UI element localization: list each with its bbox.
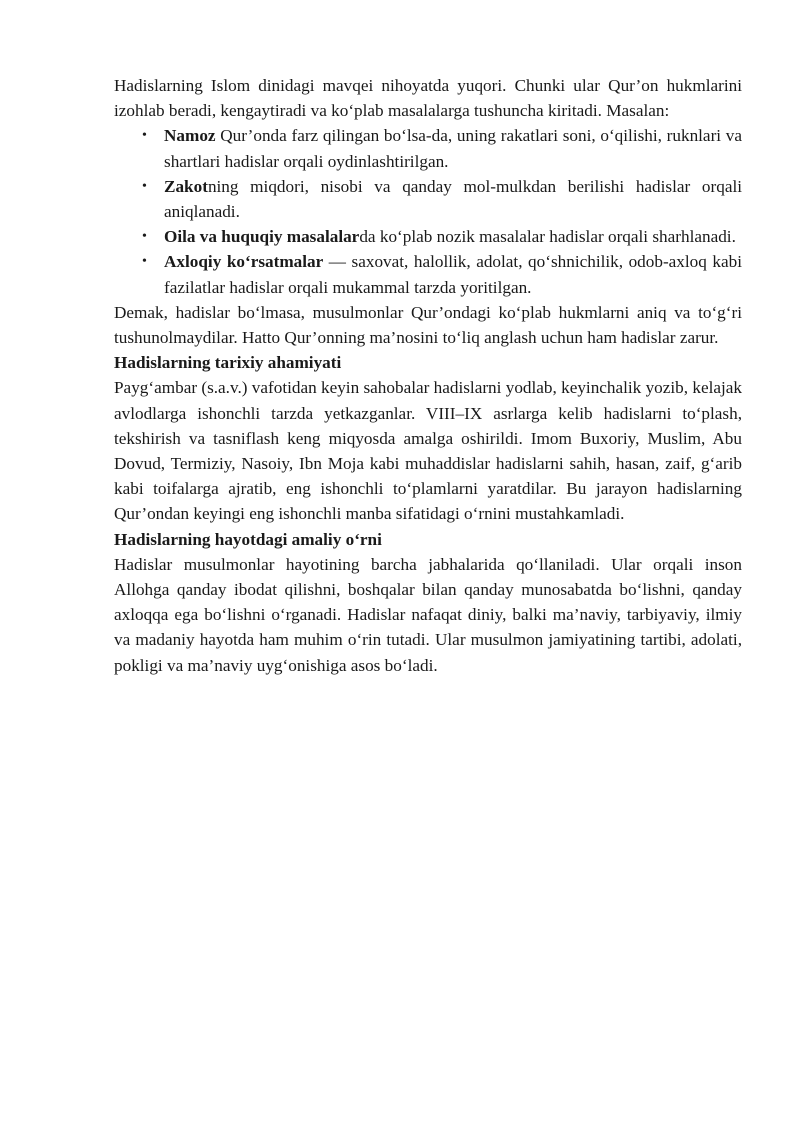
intro-paragraph: Hadislarning Islom dinidagi mavqei nihoyatda yuqori. Chunki ular Qur’on hukmlarini izohlab beradi, kengaytiradi va ko‘plab masalalarga tushuncha kiritadi. Masalan: [114,76,742,121]
bullet-icon: • [142,229,147,245]
bullet-icon: • [142,128,147,144]
list-item [114,249,742,299]
bullet-icon: • [142,254,147,270]
document-page [114,73,742,678]
list-item-text: da ko‘plab nozik masalalar hadislar orqali sharhlanadi. [359,227,736,247]
list-item-text: ning miqdori, nisobi va qanday mol-mulkdan berilishi hadislar orqali aniqlanadi. [164,176,742,222]
section-heading-practical: Hadislarning hayotdagi amaliy o‘rni [114,529,382,549]
bullet-list [114,123,742,299]
list-item [114,224,742,249]
list-item-bold: Namoz [164,126,216,146]
section-paragraph-practical: Hadislar musulmonlar hayotining barcha jabhalarida qo‘llaniladi. Ular orqali inson Allohga qanday ibodat qilishni, boshqalar bilan qanday munosabatda bo‘lishni, qanday axloqqa ega bo‘lishni o‘rganadi. Hadislar nafaqat diniy, balki ma’naviy, tarbiyaviy, ilmiy va madaniy hayotda ham muhim o‘rin tutadi. Ular musulmon jamiyatining tartibi, adolati, pokligi va ma’naviy uyg‘onishiga asos bo‘ladi. [114,554,742,675]
list-item [114,123,742,173]
list-item-bold: Oila va huquqiy masalalar [164,227,360,247]
list-item-bold: Zakot [164,176,208,196]
conclusion-paragraph: Demak, hadislar bo‘lmasa, musulmonlar Qur’ondagi ko‘plab hukmlarni aniq va to‘g‘ri tushunolmaydilar. Hatto Qur’onning ma’nosini to‘liq anglash uchun ham hadislar zarur. [114,302,742,348]
bullet-icon: • [142,178,147,194]
list-item-text: Qur’onda farz qilingan bo‘lsa-da, uning rakatlari soni, o‘qilishi, ruknlari va shartlari hadislar orqali oydinlashtirilgan. [164,126,742,171]
list-item-bold: Axloqiy ko‘rsatmalar [164,252,324,272]
section-heading-historical: Hadislarning tarixiy ahamiyati [114,353,342,373]
list-item [114,174,742,224]
section-paragraph-historical: Payg‘ambar (s.a.v.) vafotidan keyin sahobalar hadislarni yodlab, keyinchalik yozib, kelajak avlodlarga ishonchli tarzda yetkazganlar. VIII–IX asrlarga kelib hadislarni to‘plash, tekshirish va tasniflash keng miqyosda amalga oshirildi. Imom Buxoriy, Muslim, Abu Dovud, Termiziy, Nasoiy, Ibn Moja kabi muhaddislar hadislarni sahih, hasan, zaif, g‘arib kabi toifalarga ajratib, eng ishonchli to‘plamlarni yaratdilar. Bu jarayon hadislarning Qur’ondan keyingi eng ishonchli manba sifatidagi o‘rnini mustahkamladi. [114,378,742,524]
list-item-text: — saxovat, halollik, adolat, qo‘shnichilik, odob-axloq kabi fazilatlar hadislar orqali mukammal tarzda yoritilgan. [164,252,742,297]
